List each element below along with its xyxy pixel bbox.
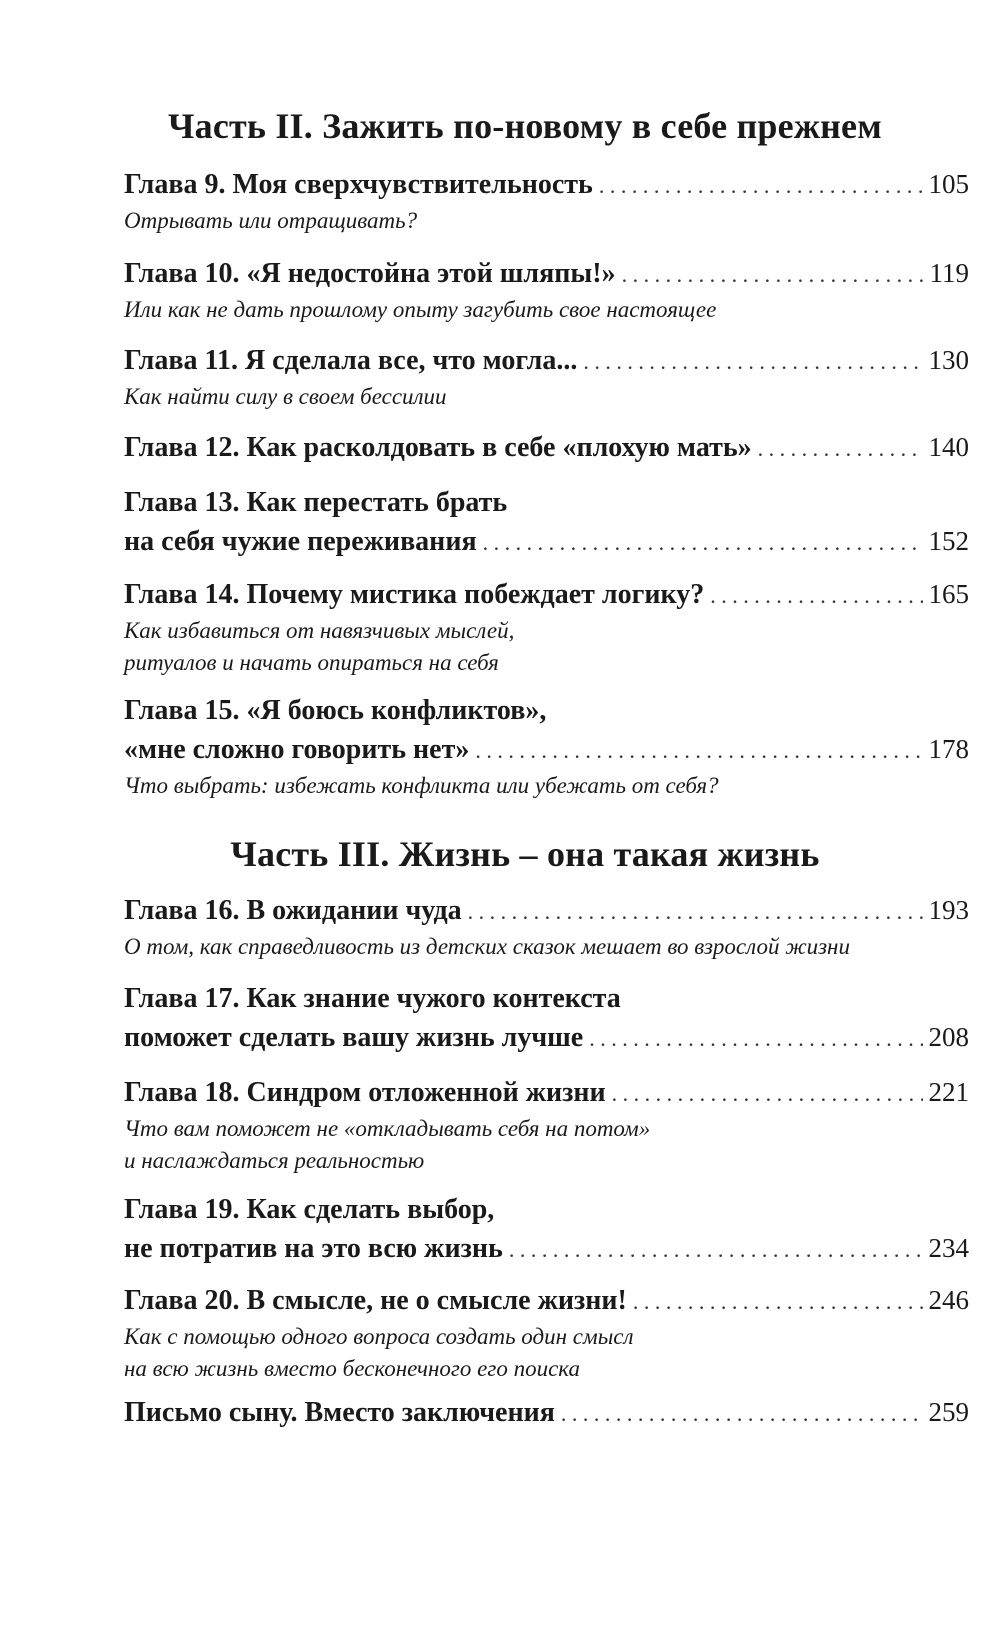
chapter-subtitle: О том, как справедливость из детских сказок мешает во взрослой жизни xyxy=(124,934,850,959)
page-number: 165 xyxy=(928,579,969,609)
toc-entry xyxy=(124,341,969,413)
page-number: 208 xyxy=(928,1022,969,1052)
toc-entry xyxy=(124,692,969,802)
toc-entry-title-line xyxy=(124,1018,969,1058)
toc-entry-title-line xyxy=(124,1191,969,1229)
chapter-title: Письмо сыну. Вместо заключения xyxy=(124,1397,555,1428)
page-number: 119 xyxy=(929,258,969,288)
dot-leader xyxy=(633,1283,923,1321)
page-number: 105 xyxy=(928,169,969,199)
page-number: 140 xyxy=(928,432,969,462)
toc-entry-title-line xyxy=(124,484,969,522)
page-number: 259 xyxy=(928,1397,969,1427)
toc-entry-title-line xyxy=(124,165,969,205)
dot-leader xyxy=(583,343,922,381)
toc-entry xyxy=(124,1191,969,1269)
chapter-title: Глава 11. Я сделала все, что могла... xyxy=(124,345,578,376)
dot-leader xyxy=(710,577,922,615)
chapter-title: Глава 20. В смысле, не о смысле жизни! xyxy=(124,1285,627,1316)
toc-entry-title-line xyxy=(124,1281,969,1321)
page-number: 221 xyxy=(928,1077,969,1107)
toc-entry xyxy=(124,428,969,468)
dot-leader xyxy=(622,256,924,294)
chapter-title: Глава 10. «Я недостойна этой шляпы!» xyxy=(124,258,616,289)
dot-leader xyxy=(561,1395,923,1433)
chapter-title: Глава 15. «Я боюсь конфликтов», xyxy=(124,695,547,726)
dot-leader xyxy=(599,167,923,205)
chapter-title: Глава 13. Как перестать брать xyxy=(124,487,508,518)
toc-entry xyxy=(124,575,969,679)
dot-leader xyxy=(612,1075,923,1113)
toc-entry-title-line xyxy=(124,1229,969,1269)
part-heading: Часть III. Жизнь – она такая жизнь xyxy=(230,834,820,874)
chapter-subtitle: Что выбрать: избежать конфликта или убежать от себя? xyxy=(124,773,719,798)
dot-leader xyxy=(509,1231,923,1269)
chapter-subtitle: Как найти силу в своем бессилии xyxy=(124,384,447,409)
page-number: 152 xyxy=(928,526,969,556)
page-number: 246 xyxy=(928,1285,969,1315)
toc-entry xyxy=(124,254,969,326)
chapter-subtitle: Что вам поможет не «откладывать себя на потом» xyxy=(124,1116,651,1141)
toc-entry-title-line xyxy=(124,254,969,294)
dot-leader xyxy=(589,1020,922,1058)
dot-leader xyxy=(468,893,923,931)
dot-leader xyxy=(483,524,923,562)
chapter-subtitle: Как с помощью одного вопроса создать один смысл xyxy=(124,1324,634,1349)
toc-entry-title-line xyxy=(124,1073,969,1113)
chapter-title: Глава 9. Моя сверхчувствительность xyxy=(124,169,593,200)
chapter-title: Глава 19. Как сделать выбор, xyxy=(124,1194,495,1225)
toc-entry xyxy=(124,1281,969,1385)
toc-entry-title-line xyxy=(124,1393,969,1433)
toc-entry xyxy=(124,165,969,237)
toc-entry-title-line xyxy=(124,891,969,931)
chapter-subtitle: и наслаждаться реальностью xyxy=(124,1148,425,1173)
chapter-title: Глава 18. Синдром отложенной жизни xyxy=(124,1077,606,1108)
toc-entry-title-line xyxy=(124,522,969,562)
chapter-title: Глава 16. В ожидании чуда xyxy=(124,895,462,926)
chapter-title: не потратив на это всю жизнь xyxy=(124,1233,503,1264)
toc-entry xyxy=(124,1393,969,1433)
chapter-title: Глава 14. Почему мистика побеждает логику? xyxy=(124,579,705,610)
chapter-title: на себя чужие переживания xyxy=(124,526,477,557)
toc-entry-title-line xyxy=(124,428,969,468)
dot-leader xyxy=(475,732,922,770)
chapter-subtitle: Как избавиться от навязчивых мыслей, xyxy=(124,618,515,643)
chapter-title: поможет сделать вашу жизнь лучше xyxy=(124,1022,584,1053)
part-heading: Часть II. Зажить по-новому в себе прежнем xyxy=(168,106,882,146)
toc-entry-title-line xyxy=(124,980,969,1018)
page-number: 234 xyxy=(928,1233,969,1263)
chapter-subtitle: Или как не дать прошлому опыту загубить свое настоящее xyxy=(124,297,717,322)
chapter-title: «мне сложно говорить нет» xyxy=(124,734,470,765)
toc-entry-title-line xyxy=(124,341,969,381)
page-number: 178 xyxy=(928,734,969,764)
chapter-title: Глава 17. Как знание чужого контекста xyxy=(124,983,621,1014)
toc-entry xyxy=(124,891,969,963)
toc-entry xyxy=(124,484,969,562)
toc-entry xyxy=(124,980,969,1058)
toc-entry xyxy=(124,1073,969,1177)
dot-leader xyxy=(758,430,923,468)
page-number: 130 xyxy=(928,345,969,375)
page-number: 193 xyxy=(928,895,969,925)
toc-entry-title-line xyxy=(124,692,969,730)
chapter-subtitle: Отрывать или отращивать? xyxy=(124,208,418,233)
chapter-title: Глава 12. Как расколдовать в себе «плохую мать» xyxy=(124,432,752,463)
chapter-subtitle: ритуалов и начать опираться на себя xyxy=(124,650,499,675)
chapter-subtitle: на всю жизнь вместо бесконечного его поиска xyxy=(124,1356,580,1381)
toc-entry-title-line xyxy=(124,730,969,770)
toc-entry-title-line xyxy=(124,575,969,615)
